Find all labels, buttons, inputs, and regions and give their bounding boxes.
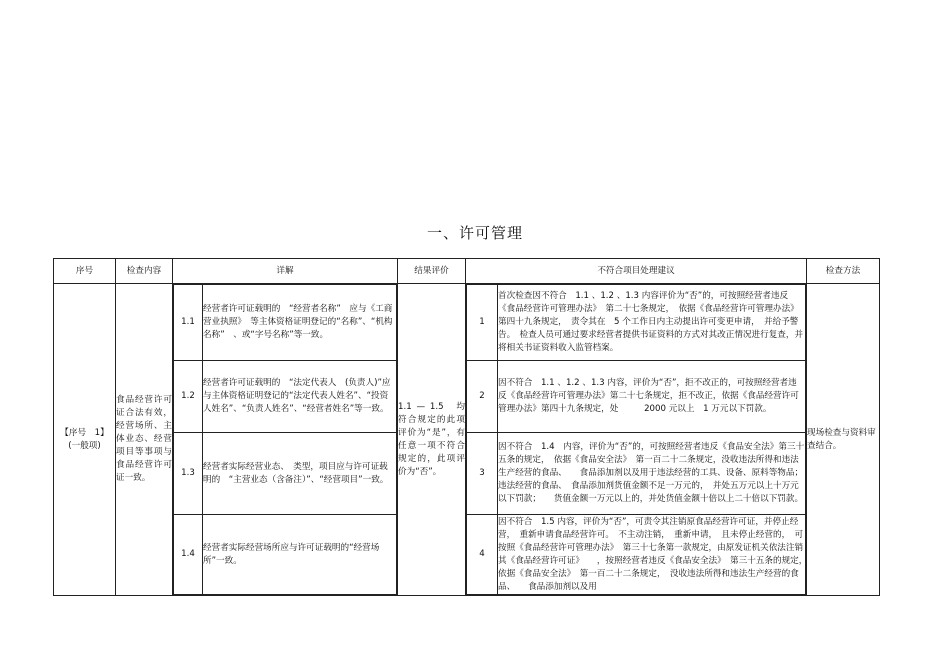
inspection-table bbox=[53, 258, 880, 596]
suggestion-num: 3 bbox=[467, 433, 498, 515]
detail-text: 经营者许可证载明的 “经营者名称” 应与《工商营业执照》 等主体资格证明登记的“名称”、“机构名称” 、或“字号名称”等一致。 bbox=[203, 285, 397, 361]
detail-text: 经营者实际经营场所应与许可证载明的“经营场所”一致。 bbox=[203, 515, 397, 595]
detail-num: 1.4 bbox=[174, 515, 203, 595]
check-method: 现场检查与资料审查结合。 bbox=[807, 284, 880, 596]
detail-row bbox=[174, 433, 397, 515]
header-seq: 序号 bbox=[54, 259, 116, 284]
suggestion-text: 首次检查因不符合 1.1 、1.2 、1.3 内容评价为“否”的，可按照经营者违反《食品经营许可管理办法》 第二十七条规定， 依据《食品经营许可管理办法》 第四十九条规定， 责令其在 5 个工作日内主动提出许可变更申请， 并给予警告。 检查人员可通过要求经营者提供书证资料的方式对其改正情况进行复查，并将相关书证资料收入监管档案。 bbox=[498, 285, 806, 361]
suggestion-subtable bbox=[466, 284, 812, 595]
header-method: 检查方法 bbox=[807, 259, 880, 284]
suggestion-row bbox=[467, 361, 806, 433]
suggestion-text: 因不符合 1.5 内容，评价为“否”，可责令其注销原食品经营许可证，并停止经营， 重新申请食品经营许可。 不主动注销， 重新申请， 且未停止经营的， 可按照《食品经营许可管理办法》 第三十七条第一款规定，由原发证机关依法注销其《食品经营许可证》 ，按照经营者违反《食品安全法》 第三十五条的规定， 依据《食品安全法》 第一百二十二条规定， 没收违法所得和违法生产经营的食品、 食品添加剂以及用 bbox=[498, 515, 806, 595]
header-suggestion: 不符合项目处理建议 bbox=[466, 259, 807, 284]
section-row bbox=[54, 284, 880, 596]
seq-level: (一般项) bbox=[68, 440, 101, 451]
suggestion-text: 因不符合 1.4 内容，评价为“否”的，可按照经营者违反《食品安全法》第三十五条的规定， 依据《食品安全法》 第一百二十二条规定，没收违法所得和违法生产经营的食品、 食品添加剂以及用于违法经营的工具、设备、原料等物品； 违法经营的食品、 食品添加剂货值金额不足一万元的， 并处五万元以上十万元以下罚款； 货值金额一万元以上的，并处货值金额十倍以上二十倍以下罚款。 bbox=[498, 433, 806, 515]
seq-cell bbox=[54, 284, 116, 596]
detail-num: 1.1 bbox=[174, 285, 203, 361]
detail-text: 经营者实际经营业态、 类型，项目应与许可证载明的 “主营业态（含备注）”、“经营项目”一致。 bbox=[203, 433, 397, 515]
seq-number: 【序号 1】 bbox=[60, 427, 109, 438]
suggestion-text: 因不符合 1.1 、1.2 、1.3 内容，评价为“否”，拒不改正的，可按照经营者违反《食品经营许可管理办法》第二十七条规定，拒不改正，依据《食品经营许可管理办法》第四十九条规定，处 2000 元以上 1 万元以下罚款。 bbox=[498, 361, 806, 433]
result-evaluation: 1.1 — 1.5 均符合规定的此项评价为“是”，有任意一项不符合规定的，此项评价为“否”。 bbox=[398, 284, 466, 596]
suggestion-num: 2 bbox=[467, 361, 498, 433]
header-result: 结果评价 bbox=[398, 259, 466, 284]
suggestion-row bbox=[467, 433, 806, 515]
suggestion-row bbox=[467, 515, 806, 595]
detail-column bbox=[173, 284, 398, 596]
header-row bbox=[54, 259, 880, 284]
detail-row bbox=[174, 285, 397, 361]
detail-num: 1.2 bbox=[174, 361, 203, 433]
suggestion-num: 4 bbox=[467, 515, 498, 595]
check-content: 食品经营许可证合法有效，经营场所、主体业态、经营项目等事项与食品经营许可证一致。 bbox=[116, 284, 173, 596]
detail-subtable bbox=[173, 284, 397, 595]
suggestion-column bbox=[466, 284, 812, 596]
page-title: 一、许可管理 bbox=[426, 224, 523, 242]
suggestion-row bbox=[467, 285, 806, 361]
detail-row bbox=[174, 361, 397, 433]
detail-text: 经营者许可证载明的 “法定代表人 (负责人)”应与主体资格证明登记的“法定代表人姓名”、“投资人姓名”、“负责人姓名”、“经营者姓名”等一致。 bbox=[203, 361, 397, 433]
header-detail: 详解 bbox=[173, 259, 398, 284]
detail-num: 1.3 bbox=[174, 433, 203, 515]
detail-row bbox=[174, 515, 397, 595]
suggestion-num: 1 bbox=[467, 285, 498, 361]
header-content: 检查内容 bbox=[116, 259, 173, 284]
